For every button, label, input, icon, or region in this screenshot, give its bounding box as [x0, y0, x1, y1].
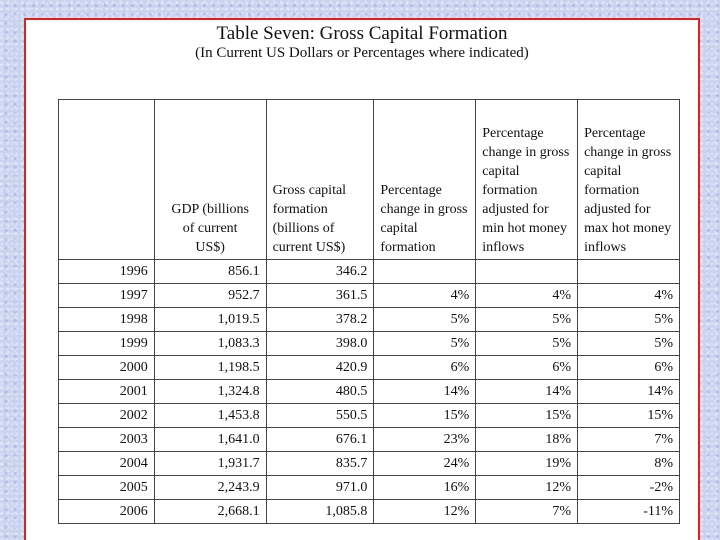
cell-year: 1996 [59, 260, 155, 284]
cell-percentage-change: 12% [374, 500, 476, 524]
header-gross-capital-formation: Gross capital formation (billions of current US$) [266, 100, 374, 260]
cell-gdp: 1,453.8 [154, 404, 266, 428]
cell-percentage-change: 16% [374, 476, 476, 500]
table-row [59, 476, 680, 500]
header-gdp: GDP (billions of current US$) [154, 100, 266, 260]
cell-percentage-change: 23% [374, 428, 476, 452]
cell-adjusted-min: 5% [476, 332, 578, 356]
table-row [59, 500, 680, 524]
cell-gdp: 1,641.0 [154, 428, 266, 452]
cell-gross-capital-formation: 361.5 [266, 284, 374, 308]
cell-adjusted-min: 15% [476, 404, 578, 428]
cell-adjusted-max: 4% [578, 284, 680, 308]
cell-adjusted-max: 8% [578, 452, 680, 476]
cell-gross-capital-formation: 676.1 [266, 428, 374, 452]
cell-adjusted-max: 6% [578, 356, 680, 380]
cell-gdp: 952.7 [154, 284, 266, 308]
cell-adjusted-max: 14% [578, 380, 680, 404]
slide [24, 18, 700, 540]
cell-year: 1997 [59, 284, 155, 308]
cell-year: 2004 [59, 452, 155, 476]
cell-gdp: 1,198.5 [154, 356, 266, 380]
cell-year: 2001 [59, 380, 155, 404]
cell-adjusted-min: 6% [476, 356, 578, 380]
header-adjusted-max: Percentage change in gross capital formation adjusted for max hot money inflows [578, 100, 680, 260]
header-row [59, 100, 680, 260]
cell-gross-capital-formation: 398.0 [266, 332, 374, 356]
cell-adjusted-max: 7% [578, 428, 680, 452]
cell-gross-capital-formation: 420.9 [266, 356, 374, 380]
cell-gdp: 1,019.5 [154, 308, 266, 332]
table-row [59, 452, 680, 476]
cell-year: 1998 [59, 308, 155, 332]
cell-gdp: 1,083.3 [154, 332, 266, 356]
cell-gross-capital-formation: 346.2 [266, 260, 374, 284]
table-row [59, 356, 680, 380]
cell-gross-capital-formation: 480.5 [266, 380, 374, 404]
cell-adjusted-max: -2% [578, 476, 680, 500]
cell-gross-capital-formation: 835.7 [266, 452, 374, 476]
cell-percentage-change: 6% [374, 356, 476, 380]
cell-gdp: 1,931.7 [154, 452, 266, 476]
cell-percentage-change: 4% [374, 284, 476, 308]
gross-capital-formation-table [58, 99, 680, 524]
table-row [59, 308, 680, 332]
cell-gross-capital-formation: 550.5 [266, 404, 374, 428]
table-row [59, 404, 680, 428]
table-row [59, 332, 680, 356]
cell-percentage-change: 24% [374, 452, 476, 476]
cell-gross-capital-formation: 1,085.8 [266, 500, 374, 524]
cell-adjusted-max: 5% [578, 332, 680, 356]
cell-gdp: 2,668.1 [154, 500, 266, 524]
header-percentage-change: Percentage change in gross capital formation [374, 100, 476, 260]
cell-adjusted-min: 18% [476, 428, 578, 452]
cell-gdp: 1,324.8 [154, 380, 266, 404]
cell-adjusted-max: 15% [578, 404, 680, 428]
cell-year: 2006 [59, 500, 155, 524]
cell-gross-capital-formation: 378.2 [266, 308, 374, 332]
table-title: Table Seven: Gross Capital Formation [216, 23, 508, 44]
cell-year: 1999 [59, 332, 155, 356]
cell-percentage-change: 14% [374, 380, 476, 404]
cell-percentage-change [374, 260, 476, 284]
header-year [59, 100, 155, 260]
cell-percentage-change: 5% [374, 332, 476, 356]
cell-adjusted-min [476, 260, 578, 284]
table-row [59, 380, 680, 404]
cell-adjusted-min: 7% [476, 500, 578, 524]
cell-gdp: 856.1 [154, 260, 266, 284]
cell-gross-capital-formation: 971.0 [266, 476, 374, 500]
cell-adjusted-min: 19% [476, 452, 578, 476]
cell-year: 2000 [59, 356, 155, 380]
cell-year: 2003 [59, 428, 155, 452]
table-row [59, 260, 680, 284]
table-subtitle: (In Current US Dollars or Percentages where indicated) [195, 45, 529, 61]
cell-adjusted-min: 5% [476, 308, 578, 332]
cell-adjusted-max: -11% [578, 500, 680, 524]
cell-adjusted-min: 4% [476, 284, 578, 308]
cell-percentage-change: 5% [374, 308, 476, 332]
table-row [59, 284, 680, 308]
table-row [59, 428, 680, 452]
table-body [59, 260, 680, 524]
header-adjusted-min: Percentage change in gross capital formation adjusted for min hot money inflows [476, 100, 578, 260]
cell-adjusted-min: 14% [476, 380, 578, 404]
cell-adjusted-min: 12% [476, 476, 578, 500]
cell-gdp: 2,243.9 [154, 476, 266, 500]
cell-adjusted-max [578, 260, 680, 284]
cell-percentage-change: 15% [374, 404, 476, 428]
cell-adjusted-max: 5% [578, 308, 680, 332]
cell-year: 2002 [59, 404, 155, 428]
cell-year: 2005 [59, 476, 155, 500]
